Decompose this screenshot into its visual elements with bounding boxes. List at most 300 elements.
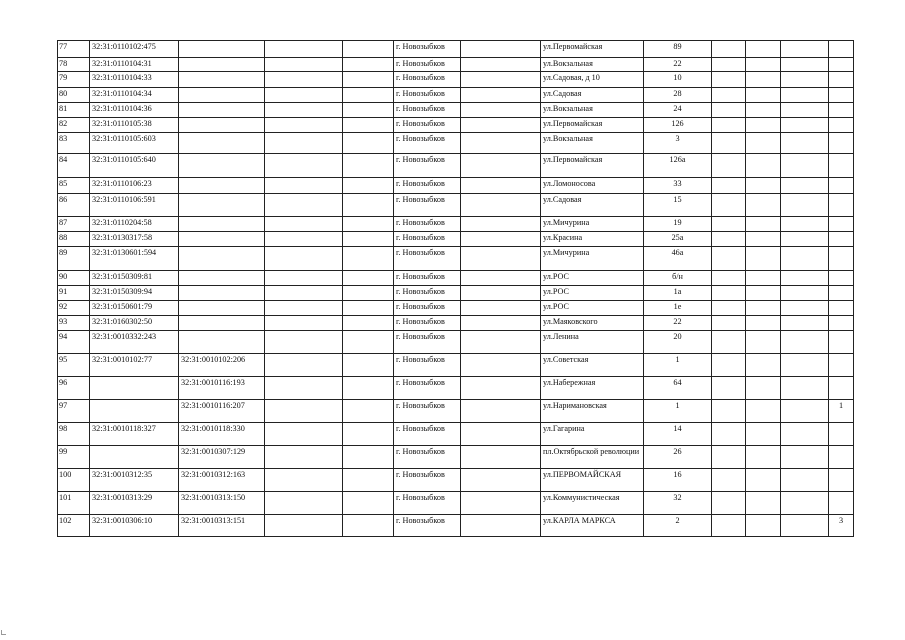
- cadastral-number-cell: 32:31:0110106:23: [90, 178, 179, 194]
- city-cell: г. Новозыбков: [394, 247, 461, 271]
- table-row: [58, 247, 854, 271]
- street-cell: ул.Садовая, д 10: [541, 72, 644, 88]
- row-number-cell: 97: [58, 400, 90, 423]
- empty-cell: [461, 286, 541, 301]
- empty-cell: [461, 377, 541, 400]
- cadastral-number-cell: 32:31:0010312:35: [90, 469, 179, 492]
- cadastral-number-2-cell: [179, 154, 265, 178]
- house-number-cell: 126: [644, 118, 712, 133]
- empty-cell: [343, 377, 394, 400]
- empty-cell: [712, 271, 746, 286]
- house-number-cell: б/н: [644, 271, 712, 286]
- empty-cell: [343, 194, 394, 217]
- empty-cell: [746, 316, 781, 331]
- empty-cell: [461, 301, 541, 316]
- street-cell: ул.Вокзальная: [541, 133, 644, 154]
- cadastral-number-2-cell: [179, 41, 265, 58]
- cadastral-number-cell: 32:31:0150309:94: [90, 286, 179, 301]
- table-row: [58, 118, 854, 133]
- house-number-cell: 25а: [644, 232, 712, 247]
- row-number-cell: 78: [58, 58, 90, 72]
- table-row: [58, 423, 854, 446]
- empty-cell: [781, 469, 829, 492]
- cadastral-number-2-cell: [179, 103, 265, 118]
- city-cell: г. Новозыбков: [394, 286, 461, 301]
- extra-value-cell: [829, 377, 854, 400]
- house-number-cell: 32: [644, 492, 712, 515]
- empty-cell: [265, 41, 343, 58]
- empty-cell: [265, 58, 343, 72]
- empty-cell: [746, 301, 781, 316]
- empty-cell: [746, 217, 781, 232]
- empty-cell: [746, 515, 781, 537]
- empty-cell: [712, 423, 746, 446]
- row-number-cell: 93: [58, 316, 90, 331]
- street-cell: ул.ПЕРВОМАЙСКАЯ: [541, 469, 644, 492]
- empty-cell: [746, 423, 781, 446]
- empty-cell: [712, 515, 746, 537]
- street-cell: ул.Маяковского: [541, 316, 644, 331]
- house-number-cell: 1е: [644, 301, 712, 316]
- empty-cell: [343, 316, 394, 331]
- row-number-cell: 90: [58, 271, 90, 286]
- empty-cell: [461, 154, 541, 178]
- street-cell: ул.Ленина: [541, 331, 644, 354]
- row-number-cell: 85: [58, 178, 90, 194]
- city-cell: г. Новозыбков: [394, 232, 461, 247]
- row-number-cell: 91: [58, 286, 90, 301]
- city-cell: г. Новозыбков: [394, 41, 461, 58]
- empty-cell: [265, 515, 343, 537]
- table-row: [58, 301, 854, 316]
- empty-cell: [343, 41, 394, 58]
- street-cell: ул.КАРЛА МАРКСА: [541, 515, 644, 537]
- extra-value-cell: [829, 271, 854, 286]
- house-number-cell: 1а: [644, 286, 712, 301]
- empty-cell: [343, 58, 394, 72]
- empty-cell: [746, 354, 781, 377]
- empty-cell: [746, 194, 781, 217]
- extra-value-cell: [829, 194, 854, 217]
- cadastral-number-cell: 32:31:0110104:36: [90, 103, 179, 118]
- empty-cell: [461, 133, 541, 154]
- cadastral-number-2-cell: 32:31:0010116:207: [179, 400, 265, 423]
- empty-cell: [781, 423, 829, 446]
- empty-cell: [781, 446, 829, 469]
- empty-cell: [343, 423, 394, 446]
- empty-cell: [265, 354, 343, 377]
- empty-cell: [781, 232, 829, 247]
- table-row: [58, 515, 854, 537]
- empty-cell: [746, 446, 781, 469]
- empty-cell: [343, 217, 394, 232]
- extra-value-cell: [829, 316, 854, 331]
- empty-cell: [781, 118, 829, 133]
- cadastral-number-cell: 32:31:0010313:29: [90, 492, 179, 515]
- cadastral-number-2-cell: [179, 271, 265, 286]
- row-number-cell: 101: [58, 492, 90, 515]
- city-cell: г. Новозыбков: [394, 58, 461, 72]
- empty-cell: [265, 88, 343, 103]
- empty-cell: [781, 58, 829, 72]
- street-cell: ул.Мичурина: [541, 247, 644, 271]
- empty-cell: [265, 423, 343, 446]
- empty-cell: [461, 492, 541, 515]
- house-number-cell: 3: [644, 133, 712, 154]
- street-cell: ул.РОС: [541, 286, 644, 301]
- cadastral-number-cell: [90, 400, 179, 423]
- empty-cell: [712, 88, 746, 103]
- street-cell: ул.Первомайская: [541, 118, 644, 133]
- cadastral-number-2-cell: [179, 301, 265, 316]
- extra-value-cell: [829, 286, 854, 301]
- empty-cell: [461, 271, 541, 286]
- cadastral-number-2-cell: [179, 286, 265, 301]
- cadastral-number-cell: 32:31:0150601:79: [90, 301, 179, 316]
- empty-cell: [265, 178, 343, 194]
- house-number-cell: 26: [644, 446, 712, 469]
- cadastral-number-2-cell: 32:31:0010312:163: [179, 469, 265, 492]
- street-cell: ул.РОС: [541, 301, 644, 316]
- house-number-cell: 28: [644, 88, 712, 103]
- extra-value-cell: [829, 72, 854, 88]
- cadastral-number-2-cell: 32:31:0010102:206: [179, 354, 265, 377]
- extra-value-cell: [829, 331, 854, 354]
- row-number-cell: 77: [58, 41, 90, 58]
- empty-cell: [343, 446, 394, 469]
- empty-cell: [461, 247, 541, 271]
- table-row: [58, 377, 854, 400]
- empty-cell: [781, 515, 829, 537]
- cadastral-number-2-cell: [179, 331, 265, 354]
- city-cell: г. Новозыбков: [394, 178, 461, 194]
- cadastral-number-cell: [90, 446, 179, 469]
- row-number-cell: 79: [58, 72, 90, 88]
- street-cell: пл.Октябрьской революции: [541, 446, 644, 469]
- extra-value-cell: [829, 446, 854, 469]
- empty-cell: [746, 72, 781, 88]
- row-number-cell: 87: [58, 217, 90, 232]
- empty-cell: [461, 72, 541, 88]
- empty-cell: [746, 286, 781, 301]
- empty-cell: [781, 247, 829, 271]
- empty-cell: [746, 41, 781, 58]
- row-number-cell: 83: [58, 133, 90, 154]
- empty-cell: [265, 194, 343, 217]
- city-cell: г. Новозыбков: [394, 103, 461, 118]
- extra-value-cell: [829, 247, 854, 271]
- empty-cell: [781, 400, 829, 423]
- empty-cell: [461, 515, 541, 537]
- row-number-cell: 82: [58, 118, 90, 133]
- empty-cell: [746, 103, 781, 118]
- table-row: [58, 400, 854, 423]
- city-cell: г. Новозыбков: [394, 400, 461, 423]
- table-row: [58, 331, 854, 354]
- cadastral-number-2-cell: [179, 232, 265, 247]
- empty-cell: [265, 133, 343, 154]
- table-row: [58, 232, 854, 247]
- house-number-cell: 24: [644, 103, 712, 118]
- house-number-cell: 1: [644, 354, 712, 377]
- empty-cell: [265, 103, 343, 118]
- cadastral-number-cell: 32:31:0110102:475: [90, 41, 179, 58]
- empty-cell: [712, 194, 746, 217]
- empty-cell: [343, 103, 394, 118]
- house-number-cell: 64: [644, 377, 712, 400]
- extra-value-cell: [829, 492, 854, 515]
- empty-cell: [712, 103, 746, 118]
- empty-cell: [746, 178, 781, 194]
- extra-value-cell: 3: [829, 515, 854, 537]
- empty-cell: [781, 271, 829, 286]
- empty-cell: [712, 133, 746, 154]
- extra-value-cell: [829, 103, 854, 118]
- street-cell: ул.Первомайская: [541, 41, 644, 58]
- empty-cell: [712, 217, 746, 232]
- table-row: [58, 446, 854, 469]
- empty-cell: [265, 286, 343, 301]
- row-number-cell: 81: [58, 103, 90, 118]
- street-cell: ул.Садовая: [541, 88, 644, 103]
- extra-value-cell: [829, 301, 854, 316]
- house-number-cell: 16: [644, 469, 712, 492]
- cadastral-number-2-cell: 32:31:0010313:150: [179, 492, 265, 515]
- cadastral-number-cell: 32:31:0110104:33: [90, 72, 179, 88]
- row-number-cell: 88: [58, 232, 90, 247]
- street-cell: ул.Первомайская: [541, 154, 644, 178]
- empty-cell: [781, 331, 829, 354]
- empty-cell: [712, 446, 746, 469]
- empty-cell: [781, 41, 829, 58]
- cadastral-number-cell: 32:31:0110104:34: [90, 88, 179, 103]
- empty-cell: [265, 72, 343, 88]
- empty-cell: [712, 178, 746, 194]
- empty-cell: [343, 88, 394, 103]
- empty-cell: [343, 515, 394, 537]
- extra-value-cell: [829, 178, 854, 194]
- empty-cell: [746, 232, 781, 247]
- empty-cell: [343, 301, 394, 316]
- city-cell: г. Новозыбков: [394, 492, 461, 515]
- city-cell: г. Новозыбков: [394, 316, 461, 331]
- empty-cell: [461, 354, 541, 377]
- empty-cell: [343, 354, 394, 377]
- empty-cell: [712, 400, 746, 423]
- empty-cell: [343, 271, 394, 286]
- cadastral-number-cell: 32:31:0160302:50: [90, 316, 179, 331]
- house-number-cell: 22: [644, 58, 712, 72]
- table-row: [58, 41, 854, 58]
- city-cell: г. Новозыбков: [394, 423, 461, 446]
- cadastral-number-2-cell: [179, 178, 265, 194]
- cadastral-number-cell: 32:31:0010118:327: [90, 423, 179, 446]
- extra-value-cell: [829, 469, 854, 492]
- empty-cell: [712, 72, 746, 88]
- city-cell: г. Новозыбков: [394, 194, 461, 217]
- empty-cell: [781, 286, 829, 301]
- table-row: [58, 286, 854, 301]
- cadastral-number-cell: 32:31:0110104:31: [90, 58, 179, 72]
- city-cell: г. Новозыбков: [394, 469, 461, 492]
- empty-cell: [746, 118, 781, 133]
- empty-cell: [781, 377, 829, 400]
- empty-cell: [746, 469, 781, 492]
- empty-cell: [781, 194, 829, 217]
- empty-cell: [461, 217, 541, 232]
- extra-value-cell: 1: [829, 400, 854, 423]
- extra-value-cell: [829, 423, 854, 446]
- empty-cell: [746, 133, 781, 154]
- empty-cell: [343, 492, 394, 515]
- empty-cell: [461, 88, 541, 103]
- cadastral-number-2-cell: [179, 118, 265, 133]
- cadastral-number-cell: 32:31:0010332:243: [90, 331, 179, 354]
- empty-cell: [746, 58, 781, 72]
- cadastral-number-2-cell: [179, 58, 265, 72]
- cadastral-number-cell: [90, 377, 179, 400]
- extra-value-cell: [829, 232, 854, 247]
- street-cell: ул.Красина: [541, 232, 644, 247]
- empty-cell: [461, 232, 541, 247]
- empty-cell: [343, 232, 394, 247]
- house-number-cell: 33: [644, 178, 712, 194]
- house-number-cell: 19: [644, 217, 712, 232]
- empty-cell: [781, 316, 829, 331]
- house-number-cell: 1: [644, 400, 712, 423]
- house-number-cell: 22: [644, 316, 712, 331]
- extra-value-cell: [829, 217, 854, 232]
- street-cell: ул.Вокзальная: [541, 103, 644, 118]
- table-row: [58, 354, 854, 377]
- row-number-cell: 99: [58, 446, 90, 469]
- empty-cell: [712, 154, 746, 178]
- empty-cell: [265, 331, 343, 354]
- empty-cell: [781, 217, 829, 232]
- empty-cell: [781, 354, 829, 377]
- cadastral-number-2-cell: [179, 217, 265, 232]
- empty-cell: [712, 377, 746, 400]
- row-number-cell: 92: [58, 301, 90, 316]
- street-cell: ул.Мичурина: [541, 217, 644, 232]
- extra-value-cell: [829, 41, 854, 58]
- empty-cell: [265, 301, 343, 316]
- row-number-cell: 84: [58, 154, 90, 178]
- street-cell: ул.Садовая: [541, 194, 644, 217]
- records-table: [57, 40, 854, 537]
- city-cell: г. Новозыбков: [394, 88, 461, 103]
- street-cell: ул.Гагарина: [541, 423, 644, 446]
- table-row: [58, 178, 854, 194]
- empty-cell: [461, 178, 541, 194]
- table-row: [58, 154, 854, 178]
- cadastral-number-2-cell: [179, 316, 265, 331]
- empty-cell: [343, 118, 394, 133]
- empty-cell: [461, 316, 541, 331]
- empty-cell: [746, 247, 781, 271]
- city-cell: г. Новозыбков: [394, 271, 461, 286]
- empty-cell: [712, 331, 746, 354]
- cadastral-number-cell: 32:31:0130317:58: [90, 232, 179, 247]
- empty-cell: [265, 154, 343, 178]
- table-body: [58, 41, 854, 537]
- table-row: [58, 271, 854, 286]
- cadastral-number-2-cell: [179, 194, 265, 217]
- empty-cell: [746, 492, 781, 515]
- empty-cell: [265, 247, 343, 271]
- row-number-cell: 98: [58, 423, 90, 446]
- empty-cell: [712, 118, 746, 133]
- row-number-cell: 96: [58, 377, 90, 400]
- cadastral-number-cell: 32:31:0110105:640: [90, 154, 179, 178]
- city-cell: г. Новозыбков: [394, 515, 461, 537]
- cadastral-number-2-cell: [179, 72, 265, 88]
- cadastral-number-2-cell: 32:31:0010307:129: [179, 446, 265, 469]
- empty-cell: [343, 154, 394, 178]
- city-cell: г. Новозыбков: [394, 154, 461, 178]
- row-number-cell: 94: [58, 331, 90, 354]
- street-cell: ул.Ломоносова: [541, 178, 644, 194]
- empty-cell: [265, 118, 343, 133]
- cadastral-number-cell: 32:31:0010102:77: [90, 354, 179, 377]
- empty-cell: [265, 377, 343, 400]
- row-number-cell: 100: [58, 469, 90, 492]
- empty-cell: [746, 154, 781, 178]
- table-row: [58, 469, 854, 492]
- empty-cell: [781, 72, 829, 88]
- empty-cell: [461, 103, 541, 118]
- empty-cell: [712, 41, 746, 58]
- empty-cell: [746, 400, 781, 423]
- cadastral-number-cell: 32:31:0130601:594: [90, 247, 179, 271]
- empty-cell: [781, 301, 829, 316]
- empty-cell: [343, 400, 394, 423]
- empty-cell: [343, 133, 394, 154]
- cadastral-number-2-cell: [179, 247, 265, 271]
- house-number-cell: 20: [644, 331, 712, 354]
- cadastral-number-cell: 32:31:0150309:81: [90, 271, 179, 286]
- house-number-cell: 15: [644, 194, 712, 217]
- empty-cell: [461, 446, 541, 469]
- city-cell: г. Новозыбков: [394, 354, 461, 377]
- empty-cell: [265, 271, 343, 286]
- empty-cell: [461, 331, 541, 354]
- house-number-cell: 89: [644, 41, 712, 58]
- empty-cell: [746, 377, 781, 400]
- empty-cell: [343, 331, 394, 354]
- empty-cell: [781, 133, 829, 154]
- street-cell: ул.РОС: [541, 271, 644, 286]
- empty-cell: [461, 118, 541, 133]
- empty-cell: [712, 469, 746, 492]
- empty-cell: [712, 316, 746, 331]
- empty-cell: [343, 286, 394, 301]
- empty-cell: [712, 247, 746, 271]
- table-row: [58, 133, 854, 154]
- empty-cell: [712, 301, 746, 316]
- empty-cell: [712, 232, 746, 247]
- city-cell: г. Новозыбков: [394, 446, 461, 469]
- city-cell: г. Новозыбков: [394, 377, 461, 400]
- house-number-cell: 10: [644, 72, 712, 88]
- empty-cell: [781, 88, 829, 103]
- empty-cell: [781, 154, 829, 178]
- empty-cell: [712, 286, 746, 301]
- empty-cell: [343, 469, 394, 492]
- empty-cell: [461, 58, 541, 72]
- street-cell: ул.Наримановская: [541, 400, 644, 423]
- empty-cell: [265, 316, 343, 331]
